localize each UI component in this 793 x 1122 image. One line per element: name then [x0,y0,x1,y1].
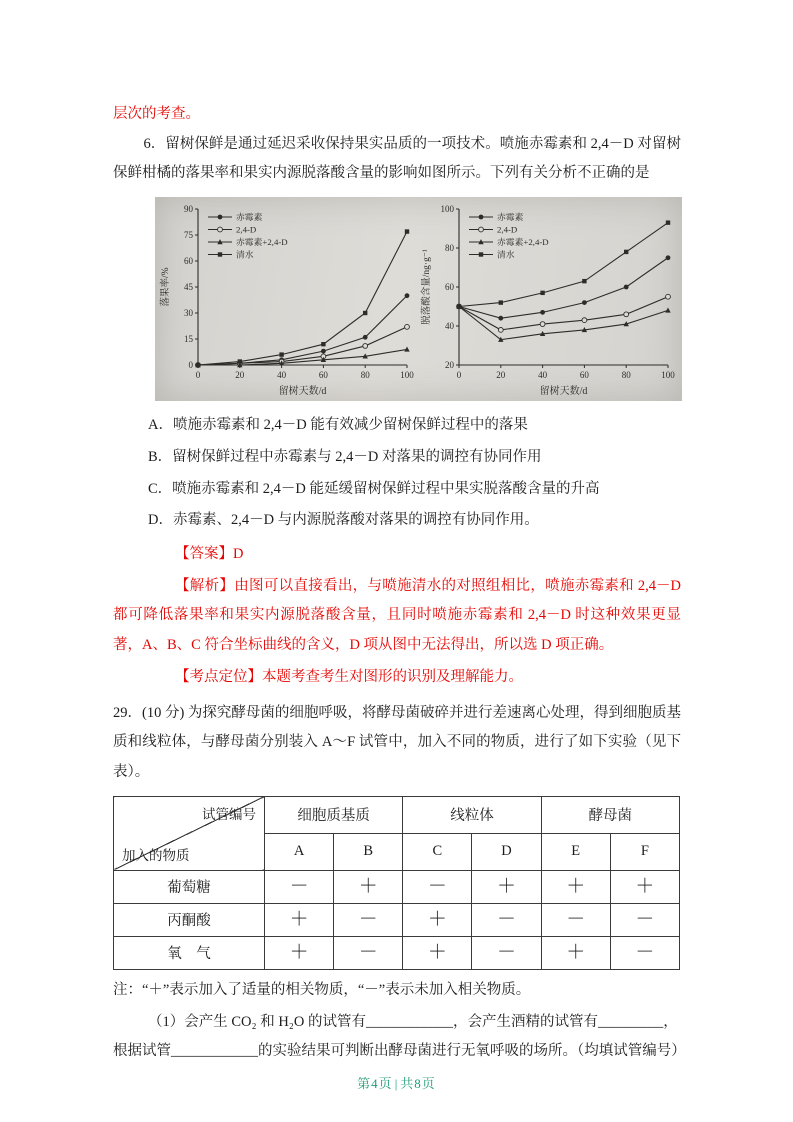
pyruvate-f: － [610,903,679,936]
svg-text:落果率/%: 落果率/% [161,267,171,307]
svg-text:80: 80 [621,370,631,381]
tube-label-b: B [334,833,403,870]
page-total: 共8页 [400,1076,436,1091]
oxygen-b: － [334,936,403,969]
row-label-pyruvate: 丙酮酸 [114,903,265,936]
svg-text:100: 100 [400,370,414,381]
svg-text:清水: 清水 [236,249,254,260]
question29-stem: 29．(10 分) 为探究酵母菌的细胞呼吸，将酵母菌破碎并进行差速离心处理，得到细胞质基质和线粒体，与酵母菌分别装入 A～F 试管中，加入不同的物质，进行了如下实验（见下表）。 [113,704,681,781]
svg-text:40: 40 [445,321,454,332]
svg-text:60: 60 [445,282,454,293]
question6-answer: 【答案】D [175,546,244,563]
question6-option-b: B．留树保鲜过程中赤霉素与 2,4－D 对落果的调控有协同作用 [148,448,542,465]
svg-text:清水: 清水 [497,249,515,260]
question6-exam-point: 【考点定位】本题考查考生对图形的识别及理解能力。 [175,668,523,685]
pyruvate-d: － [472,903,541,936]
footer-separator: | [394,1076,399,1091]
diagonal-label-tube-number: 试管编号 [202,806,256,822]
tube-label-e: E [541,833,610,870]
oxygen-d: － [472,936,541,969]
group-header-yeast: 酵母菌 [541,796,679,833]
svg-text:留树天数/d: 留树天数/d [278,386,327,398]
svg-text:75: 75 [184,230,193,241]
carryover-note: 层次的考查。 [113,106,200,122]
table-group-header-row [114,796,680,833]
question6-option-c: C．喷施赤霉素和 2,4－D 能延缓留树保鲜过程中果实脱落酸含量的升高 [148,480,600,497]
svg-text:80: 80 [445,243,454,254]
svg-text:0: 0 [188,360,193,371]
svg-text:30: 30 [184,308,193,319]
svg-text:60: 60 [318,370,328,381]
svg-text:2,4-D: 2,4-D [497,224,518,235]
scanned-figure-panel [155,197,682,401]
table-row-pyruvate [114,903,680,936]
page-footer [0,1073,793,1092]
pyruvate-c: ＋ [403,903,472,936]
glucose-b: ＋ [334,870,403,903]
oxygen-e: ＋ [541,936,610,969]
svg-text:赤霉素+2,4-D: 赤霉素+2,4-D [236,237,288,248]
pyruvate-e: － [541,903,610,936]
experiment-table [113,796,680,970]
tube-label-c: C [403,833,472,870]
oxygen-c: ＋ [403,936,472,969]
svg-text:80: 80 [360,370,370,381]
glucose-f: ＋ [610,870,679,903]
svg-text:60: 60 [184,256,193,267]
svg-text:0: 0 [456,370,462,381]
table-row-glucose [114,870,680,903]
fruit-drop-rate-chart [158,201,417,399]
table-diagonal-header-cell [114,796,265,870]
row-label-glucose: 葡萄糖 [114,870,265,903]
tube-label-a: A [265,833,334,870]
tube-label-f: F [610,833,679,870]
tube-label-d: D [472,833,541,870]
group-header-mitochondria: 线粒体 [403,796,541,833]
svg-text:20: 20 [235,370,245,381]
glucose-e: ＋ [541,870,610,903]
pyruvate-b: － [334,903,403,936]
oxygen-a: ＋ [265,936,334,969]
table-row-oxygen [114,936,680,969]
svg-text:赤霉素: 赤霉素 [236,212,263,223]
diagonal-label-added-substance: 加入的物质 [122,847,190,863]
svg-text:20: 20 [445,360,454,371]
oxygen-f: － [610,936,679,969]
glucose-a: － [265,870,334,903]
glucose-d: ＋ [472,870,541,903]
question29-sub1-line1: （1）会产生 CO₂ 和 H₂O 的试管有____________，会产生酒精的试管有_________， [148,1013,678,1030]
svg-text:赤霉素: 赤霉素 [497,212,524,223]
svg-text:100: 100 [661,370,675,381]
svg-text:40: 40 [277,370,287,381]
svg-text:0: 0 [195,370,201,381]
svg-text:脱落酸含量/ng·g⁻¹: 脱落酸含量/ng·g⁻¹ [422,249,432,325]
svg-text:留树天数/d: 留树天数/d [539,386,588,398]
pyruvate-a: ＋ [265,903,334,936]
svg-text:90: 90 [184,204,193,215]
page-number: 第4页 [357,1076,393,1091]
question29-sub1-line2: 根据试管____________的实验结果可判断出酵母菌进行无氧呼吸的场所。（均填试管编号） [113,1043,686,1060]
svg-text:赤霉素+2,4-D: 赤霉素+2,4-D [497,237,549,248]
svg-text:60: 60 [579,370,589,381]
svg-text:45: 45 [184,282,193,293]
table-legend-note: 注：“＋”表示加入了适量的相关物质，“－”表示未加入相关物质。 [113,981,531,998]
svg-text:15: 15 [184,334,193,345]
question6-stem: 6．留树保鲜是通过延迟采收保持果实品质的一项技术。喷施赤霉素和 2,4－D 对留树保鲜柑橘的落果率和果实内源脱落酸含量的影响如图所示。下列有关分析不正确的是 [113,135,681,182]
question6-option-a: A．喷施赤霉素和 2,4－D 能有效减少留树保鲜过程中的落果 [148,417,528,434]
row-label-oxygen: 氧 气 [114,936,265,969]
svg-text:40: 40 [538,370,548,381]
question6-option-d: D．赤霉素、2,4－D 与内源脱落酸对落果的调控有协同作用。 [148,512,539,529]
svg-text:2,4-D: 2,4-D [236,224,257,235]
glucose-c: － [403,870,472,903]
question6-analysis: 【解析】由图可以直接看出，与喷施清水的对照组相比，喷施赤霉素和 2,4－D 都可降低落果率和果实内源脱落酸含量，且同时喷施赤霉素和 2,4－D 时这种效果更显著，A、B、C 符合坐标曲线的含义，D 项从图中无法得出，所以选 D 项正确。 [113,577,681,654]
aba-content-chart [419,201,678,399]
svg-text:100: 100 [440,204,454,215]
group-header-cytoplasm: 细胞质基质 [265,796,403,833]
svg-text:20: 20 [496,370,506,381]
